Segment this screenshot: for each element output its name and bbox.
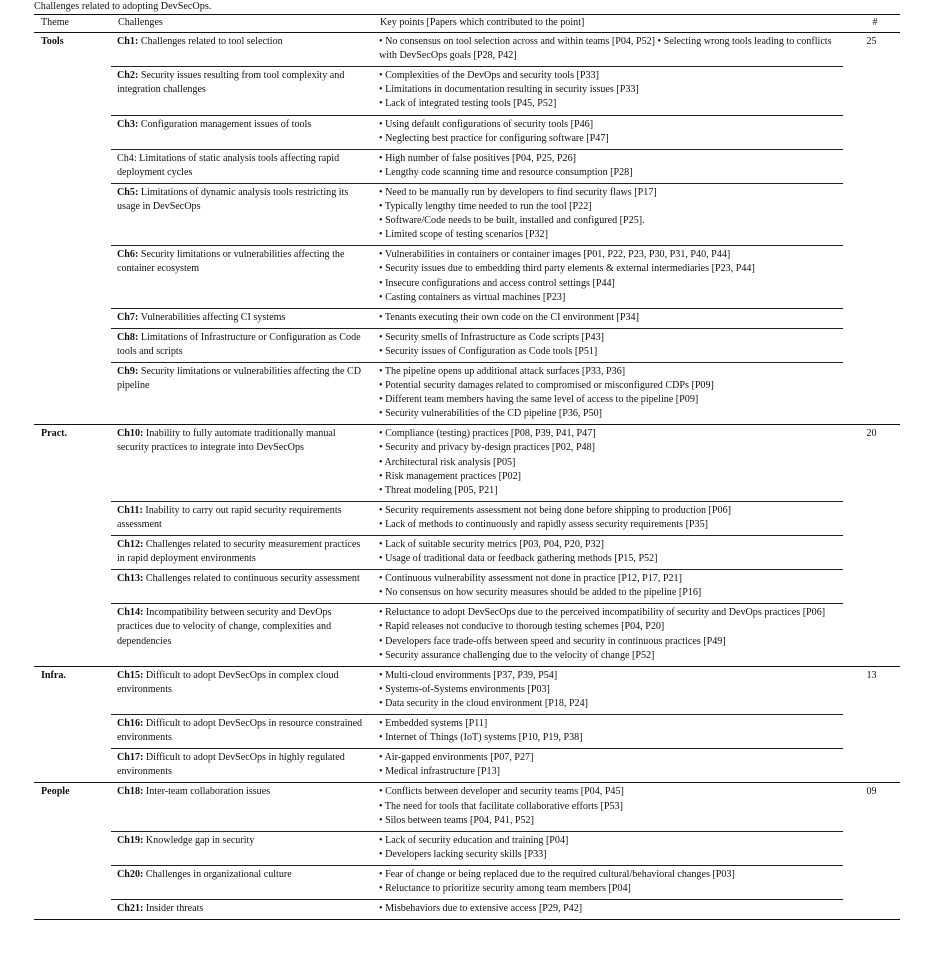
challenge-id: Ch1: (117, 36, 139, 48)
challenge-cell (111, 666, 373, 714)
challenge-text: Security issues resulting from tool complexity and integration challenges (117, 70, 345, 96)
theme-cell (34, 604, 111, 666)
count-cell: 20 (843, 425, 900, 501)
table-row (34, 570, 900, 604)
table-row (34, 536, 900, 570)
key-point: • Continuous vulnerability assessment not done in practice [P12, P17, P21] (379, 572, 837, 586)
challenge-cell (111, 246, 373, 308)
table-row (34, 308, 900, 328)
challenge-text: Incompatibility between security and DevOps practices due to velocity of change, complexities and dependencies (117, 607, 332, 647)
challenge-text: Limitations of Infrastructure or Configuration as Code tools and scripts (117, 331, 361, 357)
theme-cell (34, 831, 111, 865)
challenge-id: Ch5: (117, 186, 139, 198)
key-point: • Lack of integrated testing tools [P45, P52] (379, 97, 837, 111)
key-points-cell (373, 666, 843, 714)
key-point: • Internet of Things (IoT) systems [P10, P19, P38] (379, 731, 837, 745)
challenge-id: Ch6: (117, 249, 139, 261)
challenge-cell (111, 570, 373, 604)
theme-cell (34, 308, 111, 328)
challenge-id: Ch17: (117, 752, 144, 764)
challenge-cell (111, 536, 373, 570)
challenge-cell (111, 604, 373, 666)
key-point: • Lengthy code scanning time and resource consumption [P28] (379, 166, 837, 180)
table-row (34, 425, 900, 501)
key-point: • Complexities of the DevOps and security tools [P33] (379, 69, 837, 83)
key-point: • Multi-cloud environments [P37, P39, P54] (379, 669, 837, 683)
count-cell: 13 (843, 666, 900, 714)
theme-cell (34, 328, 111, 362)
key-point: • Security issues of Configuration as Code tools [P51] (379, 345, 837, 359)
count-cell (843, 308, 900, 328)
challenge-text: Inability to fully automate traditionally manual security practices to integrate into DevSecOps (117, 428, 336, 454)
table-row (34, 749, 900, 783)
key-point: • Security and privacy by-design practices [P02, P48] (379, 441, 837, 455)
theme-cell: People (34, 783, 111, 831)
header-row (34, 15, 900, 33)
header-challenges: Challenges (111, 15, 373, 33)
challenge-cell (111, 865, 373, 899)
challenge-text: Difficult to adopt DevSecOps in highly regulated environments (117, 752, 345, 778)
count-cell (843, 67, 900, 115)
challenge-text: Challenges related to continuous security assessment (145, 573, 360, 585)
challenge-text: Vulnerabilities affecting CI systems (140, 311, 286, 323)
challenge-text: Difficult to adopt DevSecOps in resource constrained environments (117, 718, 363, 744)
table-row (34, 115, 900, 149)
challenge-text: Challenges in organizational culture (145, 868, 292, 880)
key-points-cell (373, 362, 843, 424)
key-point: • The need for tools that facilitate collaborative efforts [P53] (379, 800, 837, 814)
table-row (34, 33, 900, 67)
table-row (34, 362, 900, 424)
key-point: • Architectural risk analysis [P05] (379, 456, 837, 470)
key-points-cell (373, 33, 843, 67)
challenge-text: Inter-team collaboration issues (145, 786, 271, 798)
table-row (34, 246, 900, 308)
theme-cell (34, 865, 111, 899)
key-point: • Lack of methods to continuously and rapidly assess security requirements [P35] (379, 518, 837, 532)
count-cell (843, 328, 900, 362)
theme-cell (34, 183, 111, 245)
key-point: • Security issues due to embedding third party elements & external intermediaries [P23, P44] (379, 262, 837, 276)
challenge-id: Ch14: (117, 607, 144, 619)
challenge-text: Challenges related to security measurement practices in rapid deployment environments (117, 539, 361, 565)
key-point: • Risk management practices [P02] (379, 470, 837, 484)
key-points-cell (373, 328, 843, 362)
key-point: • Casting containers as virtual machines [P23] (379, 291, 837, 305)
theme-cell (34, 536, 111, 570)
challenge-id: Ch12: (117, 539, 144, 550)
challenge-id: Ch7: (117, 311, 139, 323)
challenge-cell (111, 183, 373, 245)
table-row (34, 666, 900, 714)
key-point: • The pipeline opens up additional attack surfaces [P33, P36] (379, 365, 837, 379)
challenge-cell (111, 115, 373, 149)
key-point: • Security vulnerabilities of the CD pipeline [P36, P50] (379, 407, 837, 421)
theme-cell (34, 749, 111, 783)
key-points-cell (373, 149, 843, 183)
table-row (34, 67, 900, 115)
key-point: • Usage of traditional data or feedback gathering methods [P15, P52] (379, 552, 837, 566)
challenge-text: Inability to carry out rapid security requirements assessment (117, 504, 342, 530)
count-cell (843, 604, 900, 666)
key-points-cell (373, 749, 843, 783)
theme-cell (34, 149, 111, 183)
key-point: • Misbehaviors due to extensive access [P29, P42] (379, 902, 837, 916)
challenge-text: Challenges related to tool selection (140, 36, 283, 48)
theme-cell (34, 67, 111, 115)
key-point: • Fear of change or being replaced due to the required cultural/behavioral changes [P03] (379, 868, 837, 882)
count-cell: 25 (866, 36, 877, 48)
key-point: • Limited scope of testing scenarios [P32] (379, 228, 837, 242)
key-point: • No consensus on how security measures should be added to the pipeline [P16] (379, 586, 837, 600)
challenge-cell (111, 501, 373, 535)
key-points-cell (373, 783, 843, 831)
count-cell (843, 900, 900, 920)
count-cell (843, 183, 900, 245)
challenge-id: Ch10: (117, 428, 144, 440)
table-row (34, 501, 900, 535)
count-cell (843, 536, 900, 570)
key-point: • Developers face trade-offs between speed and security in continuous practices [P49] (379, 635, 837, 649)
theme-cell (34, 362, 111, 424)
key-point: • Security requirements assessment not being done before shipping to production [P06] (379, 504, 837, 518)
key-point: • Security assurance challenging due to the velocity of change [P52] (379, 649, 837, 663)
table-row (34, 831, 900, 865)
key-points-cell (373, 715, 843, 749)
challenge-id: Ch3: (117, 118, 139, 130)
key-point: • Air-gapped environments [P07, P27] (379, 751, 837, 765)
count-cell (843, 149, 900, 183)
challenge-text: Configuration management issues of tools (140, 118, 312, 130)
challenge-text: Difficult to adopt DevSecOps in complex cloud environments (117, 669, 339, 695)
table-row (34, 900, 900, 920)
table-row (34, 865, 900, 899)
key-points-cell (373, 865, 843, 899)
key-point: • Embedded systems [P11] (379, 717, 837, 731)
key-points-cell (373, 604, 843, 666)
theme-cell: Pract. (34, 425, 111, 501)
theme-cell (34, 115, 111, 149)
key-point: • Developers lacking security skills [P33] (379, 848, 837, 862)
key-point: • Silos between teams [P04, P41, P52] (379, 814, 837, 828)
key-points-cell (373, 536, 843, 570)
key-point: • Systems-of-Systems environments [P03] (379, 683, 837, 697)
key-points-cell (373, 501, 843, 535)
table-row (34, 149, 900, 183)
key-point: • Using default configurations of security tools [P46] (379, 118, 837, 132)
challenges-table (34, 14, 900, 920)
header-key-points: Key points [Papers which contributed to the point] (373, 15, 843, 33)
key-point: • Software/Code needs to be built, installed and configured [P25]. (379, 214, 837, 228)
challenge-cell (111, 149, 373, 183)
key-point: • Potential security damages related to compromised or misconfigured CDPs [P09] (379, 379, 837, 393)
key-point: • Different team members having the same level of access to the pipeline [P09] (379, 393, 837, 407)
challenge-cell (111, 33, 373, 67)
key-point: • Limitations in documentation resulting in security issues [P33] (379, 83, 837, 97)
challenge-id: Ch18: (117, 786, 144, 798)
key-point: • Conflicts between developer and security teams [P04, P45] (379, 785, 837, 799)
theme-cell (34, 501, 111, 535)
challenge-id: Ch15: (117, 669, 144, 681)
key-points-cell (373, 308, 843, 328)
theme-cell: Tools (41, 36, 64, 48)
challenge-cell (111, 900, 373, 920)
challenge-text: Security limitations or vulnerabilities affecting the CD pipeline (117, 365, 361, 392)
challenge-cell (111, 783, 373, 831)
challenge-text: Insider threats (145, 903, 204, 915)
key-point: • Need to be manually run by developers to find security flaws [P17] (379, 186, 837, 200)
key-points-cell (373, 425, 843, 501)
key-point: • No consensus on tool selection across and within teams [P04, P52] • Selecting wrong tools leading to conflicts with DevSecOps goals [P28, P42] (379, 35, 837, 63)
challenge-id: Ch9: (117, 365, 139, 377)
count-cell: 09 (843, 783, 900, 831)
challenge-cell (111, 831, 373, 865)
count-cell (843, 831, 900, 865)
challenge-cell (111, 362, 373, 424)
table-row (34, 715, 900, 749)
theme-cell (34, 246, 111, 308)
challenge-cell (111, 715, 373, 749)
key-point: • Tenants executing their own code on the CI environment [P34] (379, 311, 837, 325)
key-point: • Vulnerabilities in containers or container images [P01, P22, P23, P30, P31, P40, P44] (379, 248, 837, 262)
challenge-cell (111, 425, 373, 501)
count-cell (843, 246, 900, 308)
theme-cell (34, 715, 111, 749)
key-point: • Security smells of Infrastructure as Code scripts [P43] (379, 331, 837, 345)
challenge-id: Ch19: (117, 834, 144, 846)
challenge-id: Ch8: (117, 331, 139, 343)
challenge-cell (111, 749, 373, 783)
key-points-cell (373, 246, 843, 308)
theme-cell: Infra. (34, 666, 111, 714)
challenge-id: Ch11: (117, 504, 143, 516)
count-cell (843, 570, 900, 604)
challenge-text: Ch4: Limitations of static analysis tools affecting rapid deployment cycles (117, 152, 340, 178)
key-point: • Insecure configurations and access control settings [P44] (379, 277, 837, 291)
count-cell (843, 501, 900, 535)
count-cell (843, 749, 900, 783)
key-point: • Rapid releases not conducive to thorough testing schemes [P04, P20] (379, 620, 837, 634)
key-point: • Medical infrastructure [P13] (379, 765, 837, 779)
table-row (34, 183, 900, 245)
count-cell (843, 362, 900, 424)
key-point: • Typically lengthy time needed to run the tool [P22] (379, 200, 837, 214)
table-caption: Challenges related to adopting DevSecOps. (34, 1, 212, 12)
challenge-cell (111, 308, 373, 328)
table-body (34, 33, 900, 920)
table-row (34, 783, 900, 831)
key-point: • Lack of security education and training [P04] (379, 834, 837, 848)
challenge-id: Ch16: (117, 718, 144, 730)
challenge-text: Limitations of dynamic analysis tools restricting its usage in DevSecOps (117, 186, 349, 213)
theme-cell (34, 570, 111, 604)
count-cell (843, 715, 900, 749)
key-point: • Lack of suitable security metrics [P03, P04, P20, P32] (379, 538, 837, 552)
challenge-cell (111, 67, 373, 115)
table-row (34, 604, 900, 666)
challenge-id: Ch13: (117, 573, 144, 585)
key-point: • Compliance (testing) practices [P08, P39, P41, P47] (379, 427, 837, 441)
key-point: • High number of false positives [P04, P25, P26] (379, 152, 837, 166)
challenge-id: Ch2: (117, 70, 139, 82)
key-points-cell (373, 831, 843, 865)
key-points-cell (373, 570, 843, 604)
challenge-id: Ch21: (117, 903, 144, 915)
theme-cell (34, 900, 111, 920)
key-point: • Reluctance to adopt DevSecOps due to the perceived incompatibility of security and DevOps practices [P06] (379, 606, 837, 620)
challenge-text: Security limitations or vulnerabilities affecting the container ecosystem (117, 249, 345, 275)
key-points-cell (373, 900, 843, 920)
count-cell (843, 865, 900, 899)
key-point: • Data security in the cloud environment [P18, P24] (379, 697, 837, 711)
challenge-cell (111, 328, 373, 362)
key-point: • Reluctance to prioritize security among team members [P04] (379, 882, 837, 896)
challenge-id: Ch20: (117, 868, 144, 880)
key-points-cell (373, 67, 843, 115)
count-cell (843, 115, 900, 149)
key-points-cell (373, 183, 843, 245)
key-point: • Threat modeling [P05, P21] (379, 484, 837, 498)
header-count: # (843, 15, 900, 33)
header-theme: Theme (34, 15, 111, 33)
key-point: • Neglecting best practice for configuring software [P47] (379, 132, 837, 146)
table-row (34, 328, 900, 362)
key-points-cell (373, 115, 843, 149)
challenge-text: Knowledge gap in security (145, 834, 255, 846)
